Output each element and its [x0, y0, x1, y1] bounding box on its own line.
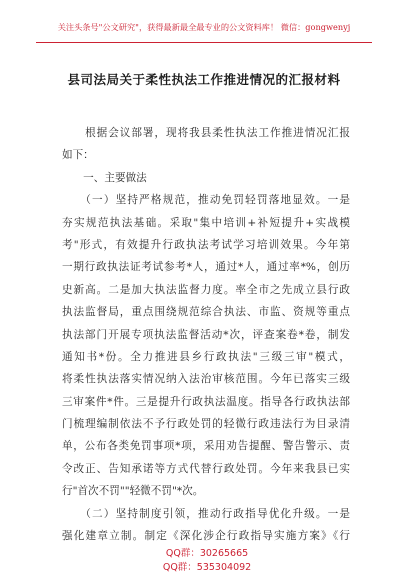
body-line: 考"形式，有效提升行政执法考试学习培训效果。今年第	[62, 238, 350, 251]
body-line: 三审案件*件。三是提升行政执法温度。指导各行政执法部	[62, 395, 350, 408]
body-line: 将柔性执法落实情况纳入法治审核范围。今年已落实三级	[62, 373, 350, 386]
body-line: 根据会议部署，现将我县柔性执法工作推进情况汇报	[62, 127, 350, 139]
body-line: 一期行政执法证考试参考*人，通过*人，通过率*%，创历	[62, 261, 350, 274]
body-line: 史新高。二是加大执法监督力度。率全市之先成立县行政	[62, 283, 350, 296]
body-line: 行"首次不罚""轻微不罚"*次。	[62, 485, 204, 498]
body-line: 如下：	[62, 149, 94, 162]
document-body	[62, 122, 350, 547]
body-line: （一）坚持严格规范，推动免罚轻罚落地显效。一是	[62, 194, 350, 207]
body-line: 执法部门开展专项执法监督活动*次，评查案卷*卷，制发	[62, 328, 350, 341]
body-line: （二）坚持制度引领，推动行政指导优化升级。一是	[62, 507, 350, 520]
body-line: 令改正、告知承诺等方式代替行政处罚。今年来我县已实	[62, 462, 350, 475]
body-line: 强化建章立制。制定《深化涉企行政指导实施方案》《行	[62, 530, 350, 543]
body-line: 一、主要做法	[62, 171, 147, 184]
footer-qq-group-2: QQ群：535304092	[162, 562, 252, 573]
body-line: 执法监督局，重点围绕规范综合执法、市监、资规等重点	[62, 306, 350, 319]
footer-qq-group-1: QQ群：30265665	[165, 548, 249, 559]
body-line: 单，公布各类免罚事项*项，采用劝告提醒、警告警示、责	[62, 440, 350, 453]
header-promo-text: 关注头条号"公文研究"，获得最新最全最专业的公文资料库！ 微信：gongwenyj	[57, 22, 351, 32]
body-line: 夯实规范执法基础。采取"集中培训+补短提升+实战模	[62, 216, 350, 229]
body-line: 通知书*份。全力推进县乡行政执法"三级三审"模式，	[62, 350, 350, 363]
document-title: 县司法局关于柔性执法工作推进情况的汇报材料	[67, 72, 341, 87]
footer-contact	[0, 534, 408, 573]
header-divider	[36, 42, 372, 43]
body-line: 门梳理编制依法不予行政处罚的轻微行政违法行为目录清	[62, 418, 350, 431]
